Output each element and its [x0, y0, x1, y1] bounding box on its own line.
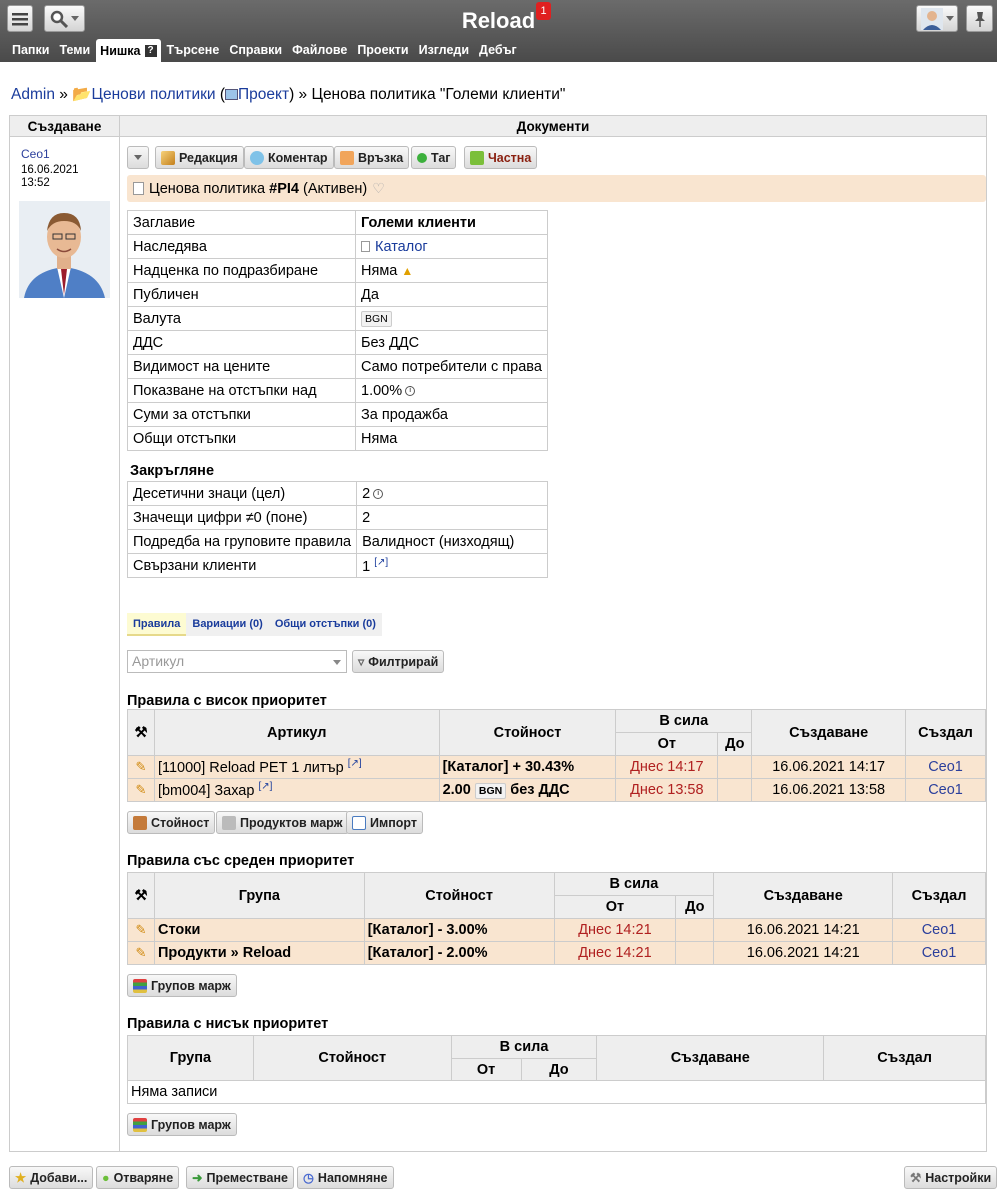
rule-from: Днес 13:58 — [616, 779, 718, 802]
col-by: Създал — [893, 873, 986, 919]
group-margin-label: Групов марж — [151, 1117, 231, 1132]
col-to: До — [521, 1059, 597, 1081]
tab-folders[interactable]: Папки — [12, 43, 50, 57]
col-to: До — [718, 733, 752, 756]
high-priority-table — [127, 709, 986, 802]
tab-projects[interactable]: Проекти — [357, 43, 409, 57]
rule-from: Днес 14:21 — [554, 919, 676, 942]
empty-message: Няма записи — [128, 1081, 986, 1104]
rule-group: Стоки — [154, 919, 364, 942]
app-title: Reload — [461, 8, 536, 33]
breadcrumb-folder[interactable]: Ценови политики — [91, 86, 216, 103]
info-row — [128, 307, 548, 331]
article-select[interactable] — [127, 650, 347, 673]
tab-thread[interactable] — [96, 39, 160, 62]
rule-author-link[interactable]: Ceo1 — [893, 942, 986, 965]
import-icon — [352, 816, 366, 830]
private-icon — [470, 151, 484, 165]
group-margin-label: Групов марж — [151, 978, 231, 993]
info-label: ДДС — [128, 331, 356, 355]
main-nav — [8, 39, 523, 62]
open-button[interactable] — [96, 1166, 179, 1189]
comment-icon — [250, 151, 264, 165]
help-icon[interactable]: ? — [145, 45, 157, 57]
info-row — [128, 283, 548, 307]
info-label: Валута — [128, 307, 356, 331]
info-value: 1.00% — [361, 382, 403, 399]
info-label: Суми за отстъпки — [128, 403, 356, 427]
rule-created: 16.06.2021 13:58 — [752, 779, 906, 802]
info-value: Без ДДС — [356, 331, 548, 355]
reminder-label: Напомняне — [317, 1170, 388, 1185]
info-row — [128, 427, 548, 451]
group-margin-icon — [133, 979, 147, 993]
rule-created: 16.06.2021 14:21 — [714, 942, 893, 965]
info-value: 2 — [362, 485, 371, 502]
col-value: Стойност — [439, 710, 616, 756]
link-icon — [340, 151, 354, 165]
rounding-table — [127, 481, 548, 578]
group-margin-icon — [133, 1118, 147, 1132]
table-row — [128, 942, 986, 965]
breadcrumb-project[interactable]: Проект — [238, 86, 290, 103]
folder-open-icon: 📂 — [72, 86, 92, 103]
info-label: Надценка по подразбиране — [128, 259, 356, 283]
col-group: Група — [154, 873, 364, 919]
rounding-title: Закръгляне — [130, 463, 215, 479]
col-created: Създаване — [714, 873, 893, 919]
rule-to — [676, 942, 714, 965]
user-menu-button[interactable] — [916, 5, 958, 32]
comment-button[interactable] — [244, 146, 334, 169]
wrench-icon: ⚒ — [910, 1171, 922, 1185]
star-icon: ★ — [15, 1171, 27, 1185]
tab-general-discounts[interactable]: Общи отстъпки (0) — [269, 613, 382, 636]
tab-files[interactable]: Файлове — [292, 43, 348, 57]
doc-type: Ценова политика — [149, 180, 266, 197]
info-row — [128, 379, 548, 403]
currency-badge: BGN — [361, 311, 392, 327]
currency-badge: BGN — [475, 783, 506, 799]
breadcrumb-root[interactable]: Admin — [11, 86, 55, 103]
info-row — [128, 403, 548, 427]
settings-label: Настройки — [925, 1170, 992, 1185]
rule-author-link[interactable]: Ceo1 — [893, 919, 986, 942]
edit-label: Редакция — [179, 150, 238, 165]
author-column — [10, 137, 120, 1151]
rule-from: Днес 14:17 — [616, 756, 718, 779]
col-by: Създал — [906, 710, 986, 756]
value-label: Стойност — [151, 815, 210, 830]
rule-created: 16.06.2021 14:17 — [752, 756, 906, 779]
info-table — [127, 210, 548, 451]
rule-item: [11000] Reload PET 1 литър — [157, 759, 344, 776]
edit-icon[interactable]: ✎ — [135, 922, 147, 937]
doc-status: (Активен) — [303, 180, 368, 197]
col-from: От — [554, 896, 676, 919]
info-label: Свързани клиенти — [128, 554, 357, 578]
tools-icon: ⚒ — [128, 710, 155, 756]
private-label: Частна — [488, 150, 532, 165]
rule-author-link[interactable]: Ceo1 — [906, 756, 986, 779]
table-row — [128, 779, 986, 802]
edit-icon[interactable]: ✎ — [135, 759, 147, 774]
medium-priority-table — [127, 872, 986, 965]
info-value: За продажба — [356, 403, 548, 427]
col-created-header: Създаване — [10, 116, 120, 136]
document-icon — [133, 182, 144, 195]
rule-item: [bm004] Захар — [157, 782, 255, 799]
low-priority-title: Правила с нисък приоритет — [127, 1016, 329, 1032]
rule-group: Продукти » Reload — [154, 942, 364, 965]
info-value: 2 — [357, 506, 548, 530]
high-priority-title: Правила с висок приоритет — [127, 693, 327, 709]
author-avatar — [19, 201, 110, 298]
import-label: Импорт — [370, 815, 418, 830]
filter-button[interactable] — [352, 650, 444, 673]
info-row — [128, 331, 548, 355]
tab-search[interactable]: Търсене — [166, 43, 220, 57]
col-valid: В сила — [616, 710, 752, 733]
heart-icon[interactable]: ♡ — [372, 180, 385, 196]
col-documents-header: Документи — [516, 119, 590, 134]
open-label: Отваряне — [113, 1170, 174, 1185]
col-valid: В сила — [554, 873, 714, 896]
info-label: Заглавие — [128, 211, 356, 235]
info-value: Няма — [356, 427, 548, 451]
rule-to — [718, 756, 752, 779]
col-created: Създаване — [597, 1036, 824, 1081]
doc-id: #PI4 — [269, 180, 299, 197]
group-margin-button[interactable] — [127, 974, 237, 997]
move-button[interactable] — [186, 1166, 294, 1189]
col-value: Стойност — [364, 873, 554, 919]
rule-to — [676, 919, 714, 942]
reminder-button[interactable] — [297, 1166, 394, 1189]
notification-badge[interactable]: 1 — [536, 2, 551, 20]
document-header — [127, 175, 986, 202]
link-button[interactable] — [334, 146, 409, 169]
more-actions-button[interactable] — [127, 146, 149, 169]
move-label: Преместване — [206, 1170, 288, 1185]
table-row — [128, 1081, 986, 1104]
col-valid: В сила — [451, 1036, 597, 1059]
info-value: Само потребители с права — [356, 355, 548, 379]
col-group: Група — [128, 1036, 254, 1081]
col-value: Стойност — [253, 1036, 451, 1081]
created-date — [21, 164, 79, 190]
document-icon — [361, 241, 370, 252]
col-from: От — [616, 733, 718, 756]
info-row — [128, 355, 548, 379]
edit-icon[interactable]: ✎ — [135, 945, 147, 960]
info-label: Значещи цифри ≠0 (поне) — [128, 506, 357, 530]
rules-subtabs — [127, 613, 382, 636]
info-value: Големи клиенти — [356, 211, 548, 235]
value-icon — [133, 816, 147, 830]
tab-thread-label: Нишка — [100, 43, 141, 58]
rule-value: [Каталог] - 2.00% — [364, 942, 554, 965]
info-row — [128, 235, 548, 259]
pin-button[interactable] — [966, 5, 993, 32]
external-link-icon[interactable]: [↗] — [347, 758, 362, 770]
col-created: Създаване — [752, 710, 906, 756]
value-button[interactable] — [127, 811, 215, 834]
tab-rules[interactable]: Правила — [127, 613, 186, 636]
low-priority-table — [127, 1035, 986, 1104]
info-icon[interactable]: i — [405, 386, 415, 396]
rule-value: [Каталог] - 3.00% — [364, 919, 554, 942]
top-bar — [0, 0, 997, 62]
rule-value-num: 2.00 — [442, 781, 471, 798]
info-row — [128, 259, 548, 283]
tools-icon: ⚒ — [128, 873, 155, 919]
created-time: 13:52 — [21, 177, 50, 189]
external-link-icon[interactable]: [↗] — [258, 781, 273, 793]
panel-header — [10, 116, 986, 137]
created-day: 16.06.2021 — [21, 164, 79, 176]
rule-value-vat: без ДДС — [510, 781, 570, 798]
chevron-down-icon — [946, 16, 954, 21]
private-button[interactable] — [464, 146, 537, 169]
product-margin-label: Продуктов марж — [240, 815, 343, 830]
edit-button[interactable] — [155, 146, 244, 169]
info-label: Видимост на цените — [128, 355, 356, 379]
product-margin-button[interactable] — [216, 811, 349, 834]
external-link-icon[interactable]: [↗] — [374, 556, 389, 568]
medium-priority-title: Правила със среден приоритет — [127, 853, 355, 869]
info-row — [128, 554, 548, 578]
funnel-icon: ▿ — [358, 655, 365, 669]
info-row — [128, 506, 548, 530]
warning-icon: ▲ — [401, 263, 414, 278]
arrow-right-icon: ➜ — [192, 1171, 203, 1185]
table-row — [128, 756, 986, 779]
user-avatar-icon — [921, 8, 943, 30]
settings-button[interactable] — [904, 1166, 997, 1189]
import-button[interactable] — [346, 811, 423, 834]
inherits-link[interactable]: Каталог — [375, 238, 428, 255]
add-label: Добави... — [30, 1170, 88, 1185]
tab-variations[interactable]: Вариации (0) — [186, 613, 268, 636]
rule-value: [Каталог] + 30.43% — [439, 756, 616, 779]
info-label: Общи отстъпки — [128, 427, 356, 451]
chevron-down-icon — [333, 660, 341, 665]
tag-button[interactable] — [411, 146, 456, 169]
info-value: 1 — [362, 558, 371, 575]
info-label: Десетични знаци (цел) — [128, 482, 357, 506]
info-value: Валидност (низходящ) — [357, 530, 548, 554]
bulb-icon: ● — [102, 1170, 110, 1185]
breadcrumb-sep: » — [59, 86, 68, 103]
author-link[interactable]: Ceo1 — [21, 147, 50, 161]
tag-label: Таг — [431, 150, 451, 165]
rule-to — [718, 779, 752, 802]
info-icon[interactable]: i — [373, 489, 383, 499]
tag-icon — [417, 153, 427, 163]
col-from: От — [451, 1059, 521, 1081]
col-item: Артикул — [154, 710, 439, 756]
project-icon — [225, 89, 238, 100]
info-label: Наследява — [128, 235, 356, 259]
edit-icon[interactable]: ✎ — [135, 782, 147, 797]
rule-author-link[interactable]: Ceo1 — [906, 779, 986, 802]
group-margin-button-low[interactable] — [127, 1113, 237, 1136]
info-row — [128, 530, 548, 554]
rule-created: 16.06.2021 14:21 — [714, 919, 893, 942]
pencil-icon — [161, 151, 175, 165]
filter-label: Филтрирай — [368, 654, 439, 669]
comment-label: Коментар — [268, 150, 328, 165]
col-to: До — [676, 896, 714, 919]
tab-reports[interactable]: Справки — [229, 43, 283, 57]
tab-debug[interactable]: Дебъг — [479, 43, 517, 57]
clock-icon: ◷ — [303, 1171, 314, 1185]
rule-from: Днес 14:21 — [554, 942, 676, 965]
tab-views[interactable]: Изгледи — [418, 43, 470, 57]
info-value: Няма — [361, 262, 398, 279]
breadcrumb: Admin » 📂Ценови политики ( Проект) » Ценова политика "Големи клиенти" — [11, 86, 566, 103]
info-value: Да — [356, 283, 548, 307]
article-select-placeholder: Артикул — [132, 653, 185, 669]
add-button[interactable] — [9, 1166, 93, 1189]
table-row — [128, 919, 986, 942]
info-label: Подредба на груповите правила — [128, 530, 357, 554]
info-row — [128, 482, 548, 506]
breadcrumb-current: » Ценова политика "Големи клиенти" — [298, 86, 566, 103]
info-label: Показване на отстъпки над — [128, 379, 356, 403]
info-row — [128, 211, 548, 235]
col-by: Създал — [824, 1036, 986, 1081]
tab-topics[interactable]: Теми — [59, 43, 91, 57]
pin-icon — [973, 11, 987, 27]
link-label: Връзка — [358, 150, 404, 165]
chevron-down-icon — [134, 155, 142, 160]
margin-icon — [222, 816, 236, 830]
info-label: Публичен — [128, 283, 356, 307]
